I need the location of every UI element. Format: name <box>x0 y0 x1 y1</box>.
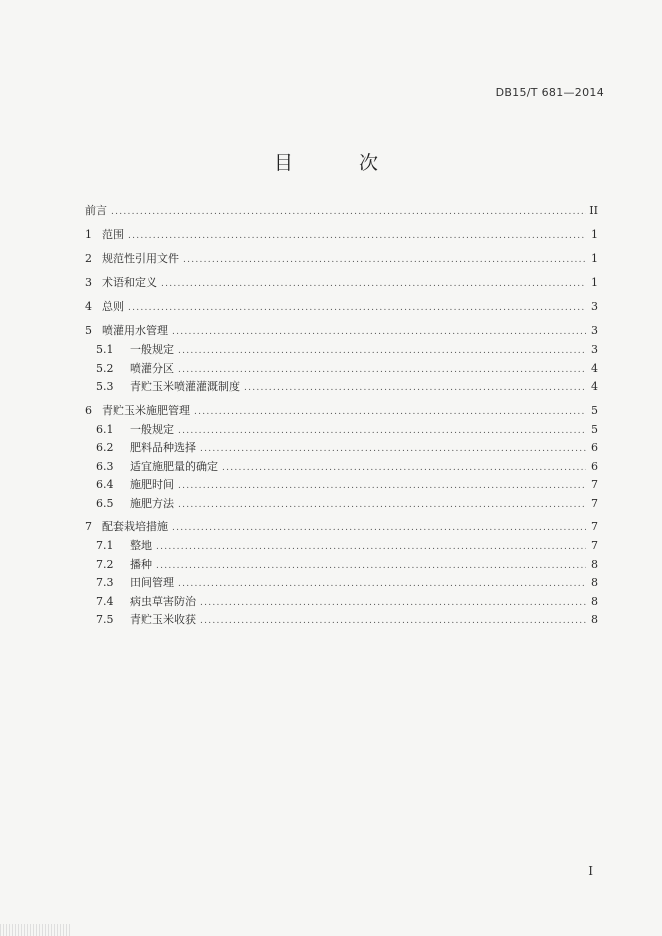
toc-entry-number: 4 <box>85 300 92 313</box>
toc-entry[interactable] <box>85 458 598 477</box>
toc-dot-leader <box>198 594 586 613</box>
toc-dot-leader <box>176 422 586 441</box>
toc-entry-page: 1 <box>591 276 598 289</box>
toc-entry[interactable] <box>85 249 598 269</box>
toc-dot-leader <box>170 518 586 538</box>
toc-dot-leader <box>181 250 586 270</box>
toc-entry-page: 4 <box>591 361 598 375</box>
toc-entry[interactable] <box>85 297 598 317</box>
toc-entry-label: 青贮玉米收获 <box>130 613 196 626</box>
toc-entry-number: 6.2 <box>96 441 114 454</box>
toc-entry-page: 7 <box>591 539 598 552</box>
toc-entry-label: 肥料品种选择 <box>130 441 196 454</box>
toc-entry-page: 1 <box>591 228 598 241</box>
toc-dot-leader <box>154 557 586 576</box>
toc-entry[interactable] <box>85 556 598 575</box>
toc-entry-label: 范围 <box>102 228 124 241</box>
toc-entry[interactable] <box>85 321 598 341</box>
toc-entry-number: 5.1 <box>96 343 114 356</box>
toc-entry[interactable] <box>85 593 598 612</box>
toc-entry-page: II <box>589 204 598 217</box>
toc-entry-page: 8 <box>591 613 598 626</box>
toc-entry-page: 8 <box>591 557 598 571</box>
toc-entry-number: 5 <box>85 324 92 337</box>
toc-entry-number: 3 <box>85 276 92 289</box>
toc-entry[interactable] <box>85 421 598 440</box>
toc-entry-label: 配套栽培措施 <box>102 520 168 533</box>
toc-entry-page: 1 <box>591 252 598 265</box>
toc-entry-number: 7 <box>85 520 92 533</box>
toc-entry-label: 施肥方法 <box>130 496 174 510</box>
toc-entry[interactable] <box>85 401 598 421</box>
toc-entry-page: 3 <box>591 343 598 356</box>
toc-entry-page: 5 <box>591 422 598 436</box>
toc-entry-label: 一般规定 <box>130 422 174 436</box>
toc-entry-page: 7 <box>591 496 598 510</box>
toc-entry[interactable] <box>85 574 598 593</box>
toc-entry[interactable] <box>85 273 598 293</box>
page-number: I <box>588 864 593 878</box>
toc-entry-label: 田间管理 <box>130 576 174 589</box>
page-title: 目 次 <box>273 152 409 174</box>
toc-entry[interactable] <box>85 201 598 221</box>
toc-entry-number: 7.3 <box>96 576 114 589</box>
toc-entry-label: 喷灌用水管理 <box>102 324 168 337</box>
toc-dot-leader <box>176 496 586 515</box>
toc-dot-leader <box>126 226 586 246</box>
toc-entry-label: 青贮玉米喷灌灌溉制度 <box>130 380 240 393</box>
toc-entry-label: 喷灌分区 <box>130 361 174 375</box>
toc-entry[interactable] <box>85 378 598 397</box>
toc-entry[interactable] <box>85 495 598 514</box>
toc-entry-label: 青贮玉米施肥管理 <box>102 403 190 417</box>
toc-entry-label: 病虫草害防治 <box>130 594 196 608</box>
toc-entry-page: 7 <box>591 520 598 533</box>
toc-entry-page: 8 <box>591 594 598 608</box>
toc-entry[interactable] <box>85 360 598 379</box>
toc-entry[interactable] <box>85 439 598 458</box>
toc-dot-leader <box>176 575 586 594</box>
toc-entry-number: 7.1 <box>96 539 114 552</box>
toc-entry[interactable] <box>85 476 598 495</box>
toc-dot-leader <box>198 440 586 459</box>
toc-entry[interactable] <box>85 225 598 245</box>
toc-entry-number: 5.2 <box>96 361 114 375</box>
toc-dot-leader <box>242 379 586 398</box>
toc-entry-number: 7.4 <box>96 594 114 608</box>
toc-entry-page: 7 <box>591 478 598 491</box>
toc-entry-number: 6 <box>85 403 92 417</box>
toc-entry-number: 7.5 <box>96 613 114 626</box>
toc-entry-label: 整地 <box>130 539 152 552</box>
toc-dot-leader <box>170 322 586 342</box>
toc-entry-label: 播种 <box>130 557 152 571</box>
toc-entry[interactable] <box>85 611 598 630</box>
toc-entry-page: 8 <box>591 576 598 589</box>
toc-dot-leader <box>198 612 586 631</box>
toc-dot-leader <box>109 202 586 222</box>
toc-dot-leader <box>176 477 586 496</box>
toc-entry-number: 6.3 <box>96 459 114 473</box>
toc-entry[interactable] <box>85 537 598 556</box>
toc-entry-number: 2 <box>85 252 92 265</box>
document-code: DB15/T 681—2014 <box>495 86 604 99</box>
toc-entry-number: 6.1 <box>96 422 114 436</box>
toc-dot-leader <box>176 361 586 380</box>
toc-entry-page: 5 <box>591 403 598 417</box>
table-of-contents <box>85 201 598 630</box>
toc-entry-number: 7.2 <box>96 557 114 571</box>
toc-dot-leader <box>176 342 586 361</box>
toc-entry-page: 6 <box>591 441 598 454</box>
toc-entry-page: 3 <box>591 324 598 337</box>
toc-dot-leader <box>159 274 586 294</box>
toc-entry-label: 术语和定义 <box>102 276 157 289</box>
toc-entry-page: 3 <box>591 300 598 313</box>
toc-entry-label: 适宜施肥量的确定 <box>130 459 218 473</box>
toc-entry-label: 总则 <box>102 300 124 313</box>
toc-entry-number: 6.5 <box>96 496 114 510</box>
toc-entry-number: 6.4 <box>96 478 114 491</box>
toc-dot-leader <box>154 538 586 557</box>
toc-dot-leader <box>126 298 586 318</box>
toc-entry-number: 5.3 <box>96 380 114 393</box>
toc-entry-label: 规范性引用文件 <box>102 252 179 265</box>
toc-entry[interactable] <box>85 517 598 537</box>
toc-entry-label: 施肥时间 <box>130 478 174 491</box>
toc-dot-leader <box>220 459 586 478</box>
toc-dot-leader <box>192 402 586 422</box>
toc-entry-page: 4 <box>591 380 598 393</box>
toc-entry-label: 前言 <box>85 204 107 217</box>
toc-entry[interactable] <box>85 341 598 360</box>
toc-entry-page: 6 <box>591 459 598 473</box>
toc-entry-number: 1 <box>85 228 92 241</box>
scan-artifact <box>0 924 70 936</box>
toc-entry-label: 一般规定 <box>130 343 174 356</box>
